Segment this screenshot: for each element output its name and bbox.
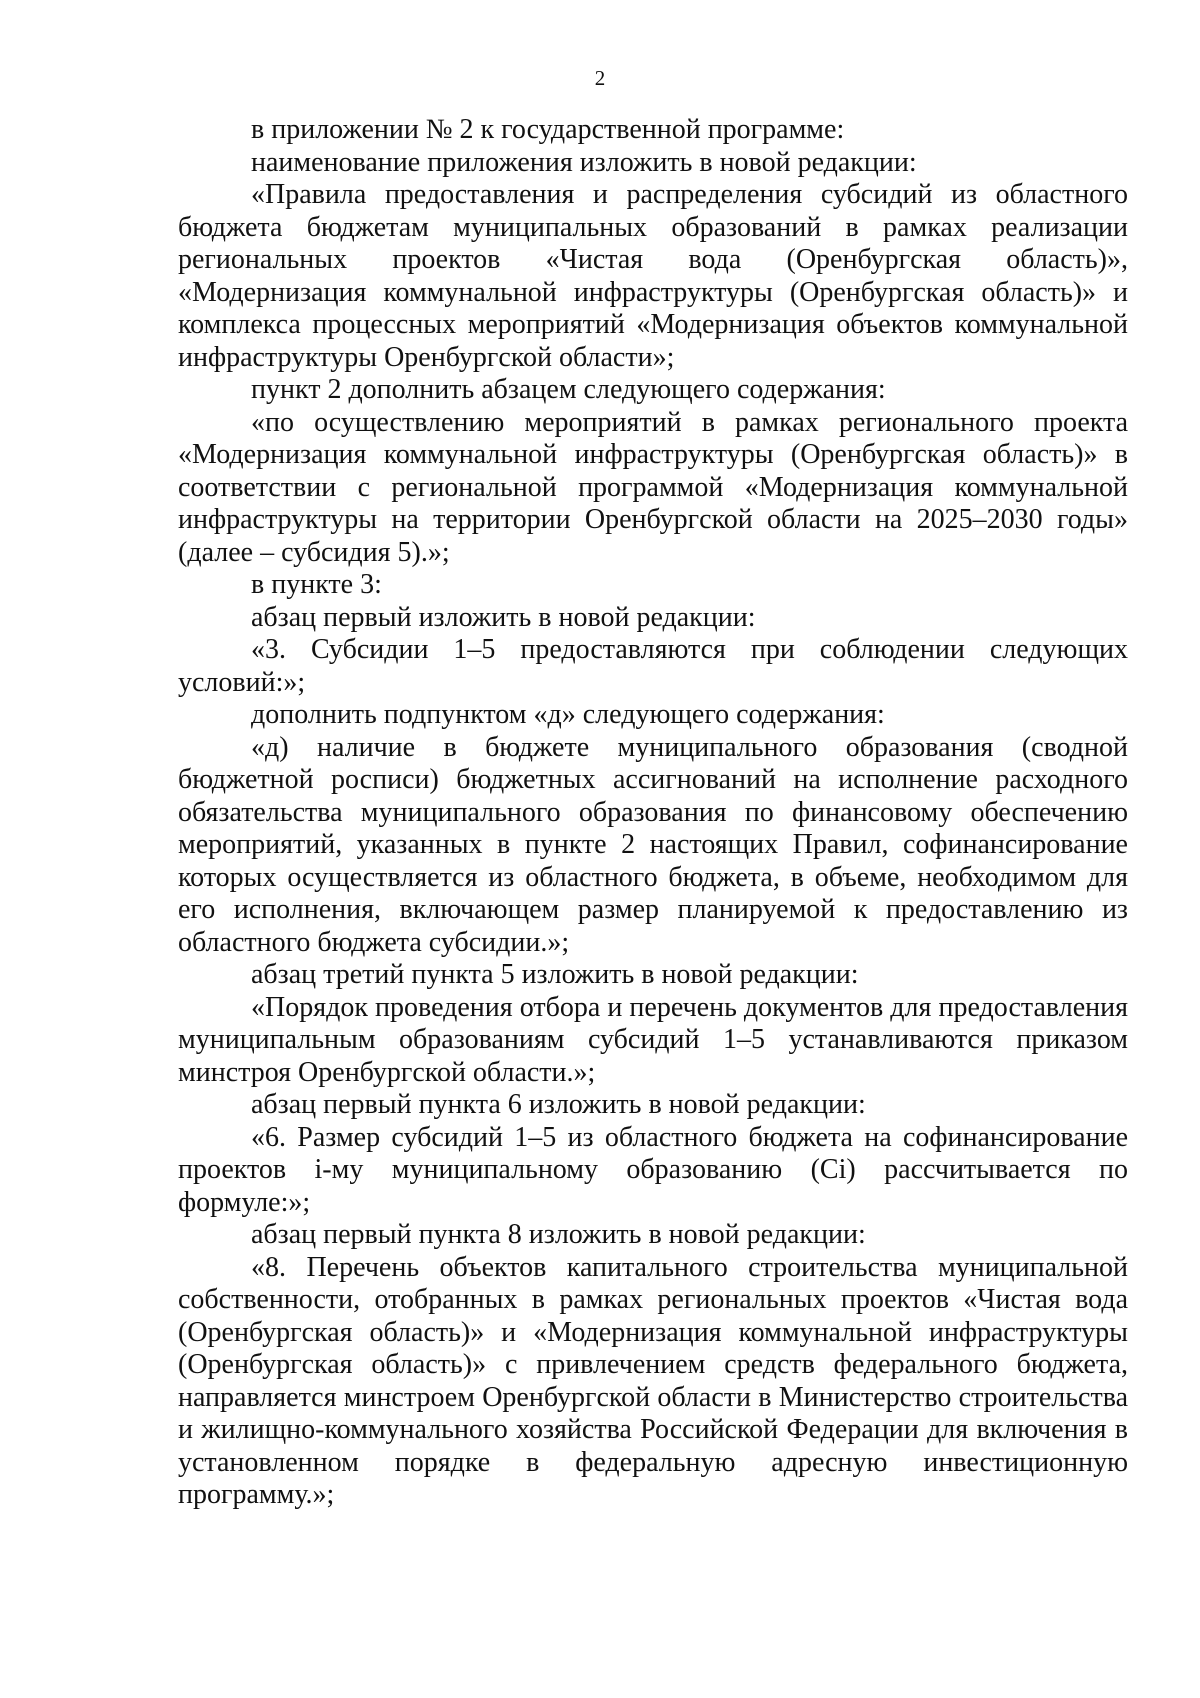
paragraph-point-3: в пункте 3: (251, 569, 382, 600)
page-number: 2 (594, 66, 606, 90)
paragraph-point-5-third: абзац третий пункта 5 изложить в новой редакции: (251, 959, 859, 990)
paragraph-subpoint-d: «д) наличие в бюджете муниципального образования (сводной бюджетной росписи) бюджетных ассигнований на исполнение расходного обязательства муниципального образования по финансовому обеспечению мероприятий, указанных в пункте 2 настоящих Правил, софинансирование которых осуществляется из областного бюджета, в объеме, необходимом для его исполнения, включающем размер планируемой к предоставлению из областного бюджета субсидии.»; (178, 731, 1128, 958)
paragraph-add-subpoint-d: дополнить подпунктом «д» следующего содержания: (251, 699, 885, 730)
paragraph-appendix-2: в приложении № 2 к государственной программе: (251, 114, 845, 145)
paragraph-capital-objects: «8. Перечень объектов капитального строительства муниципальной собственности, отобранных в рамках региональных проектов «Чистая вода (Оренбургская область)» и «Модернизация коммунальной инфраструктуры (Оренбургская область)» с привлечением средств федерального бюджета, направляется минстроем Оренбургской области в Министерство строительства и жилищно-коммунального хозяйства Российской Федерации для включения в установленном порядке в федеральную адресную инвестиционную программу.»; (178, 1251, 1128, 1510)
paragraph-subsidy-conditions: «3. Субсидии 1–5 предоставляются при соблюдении следующих условий:»; (178, 634, 1128, 698)
paragraph-rules-title: «Правила предоставления и распределения субсидий из областного бюджета бюджетам муниципальных образований в рамках реализации региональных проектов «Чистая вода (Оренбургская область)», «Модернизация коммунальной инфраструктуры (Оренбургская область)» и комплекса процессных мероприятий «Модернизация объектов коммунальной инфраструктуры Оренбургской области»; (178, 179, 1128, 373)
paragraph-appendix-title-change: наименование приложения изложить в новой редакции: (251, 146, 917, 178)
paragraph-first-abzac: абзац первый изложить в новой редакции: (251, 601, 756, 633)
paragraph-subsidy-size: «6. Размер субсидий 1–5 из областного бюджета на софинансирование проектов i-му муниципальному образованию (Ci) рассчитывается по формуле:»; (178, 1121, 1128, 1218)
paragraph-point-2-add: пункт 2 дополнить абзацем следующего содержания: (251, 374, 886, 405)
document-body (178, 114, 1128, 1512)
paragraph-selection-order: «Порядок проведения отбора и перечень документов для предоставления муниципальным образованиям субсидий 1–5 устанавливаются приказом минстроя Оренбургской области.»; (178, 991, 1128, 1088)
paragraph-point-8-first: абзац первый пункта 8 изложить в новой редакции: (251, 1219, 866, 1250)
paragraph-point-6-first: абзац первый пункта 6 изложить в новой редакции: (251, 1089, 866, 1120)
paragraph-subsidy-5: «по осуществлению мероприятий в рамках регионального проекта «Модернизация коммунальной инфраструктуры (Оренбургская область)» в соответствии с региональной программой «Модернизация коммунальной инфраструктуры на территории Оренбургской области на 2025–2030 годы» (далее – субсидия 5).»; (178, 406, 1128, 568)
